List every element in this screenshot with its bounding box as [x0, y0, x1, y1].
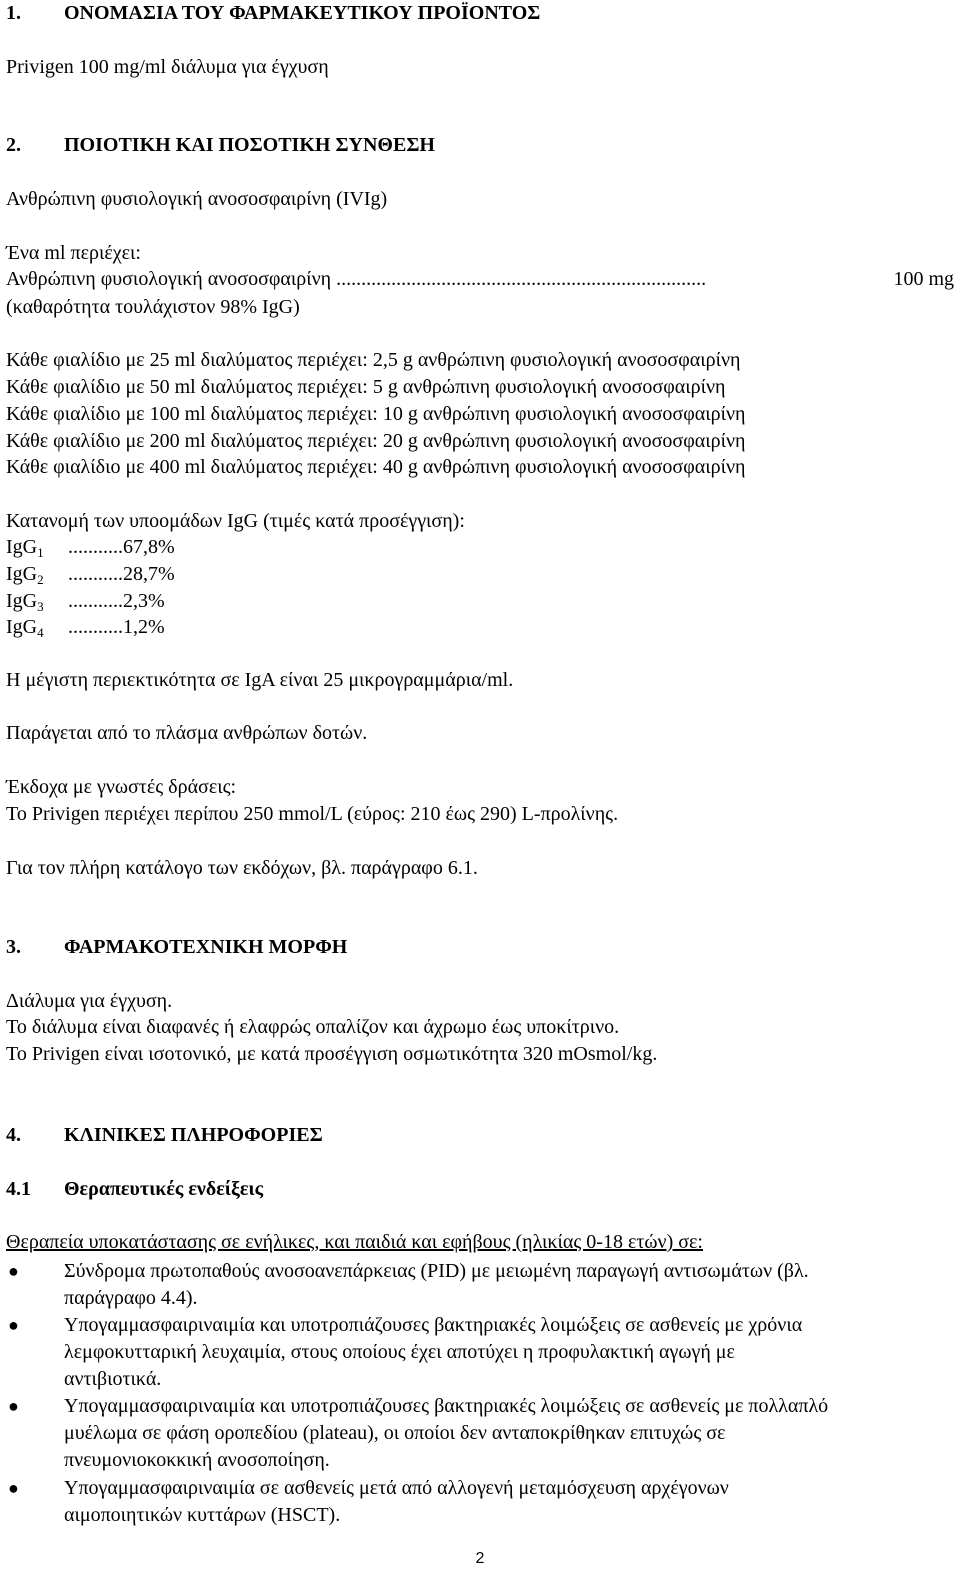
vial-line: Κάθε φιαλίδιο με 25 ml διαλύματος περιέχει: 2,5 g ανθρώπινη φυσιολογική ανοσοσφαιρίνη: [6, 349, 741, 371]
excipients-text: Το Privigen περιέχει περίπου 250 mmol/L (εύρος: 210 έως 290) L-προλίνης.: [6, 803, 619, 825]
subclass-row: [6, 614, 306, 642]
vial-line: Κάθε φιαλίδιο με 400 ml διαλύματος περιέχει: 40 g ανθρώπινη φυσιολογική ανοσοσφαιρίνη: [6, 456, 746, 478]
subclass-heading: Κατανομή των υποομάδων IgG (τιμές κατά προσέγγιση):: [6, 510, 465, 532]
subclass-name: IgG: [6, 563, 38, 585]
section-2-heading: [6, 132, 435, 158]
section-4-1-heading: [6, 1176, 263, 1202]
iga-content: Η μέγιστη περιεκτικότητα σε IgA είναι 25 μικρογραμμάρια/ml.: [6, 669, 514, 691]
subclass-index: 2: [37, 572, 44, 587]
subclass-row: [6, 561, 306, 589]
subclass-name: IgG: [6, 590, 38, 612]
section-3-number: 3.: [6, 936, 21, 958]
bullet-text: λεμφοκυτταρική λευχαιμία, στους οποίους έχει αποτύχει η προφυλακτική αγωγή με: [64, 1341, 735, 1363]
page-number: 2: [475, 1550, 485, 1567]
bullet-text: πνευμονιοκοκκική ανοσοποίηση.: [64, 1449, 330, 1471]
subclass-row: [6, 534, 306, 562]
bullet-icon: ●: [8, 1261, 19, 1281]
subclass-value: ...........2,3%: [68, 590, 165, 612]
section-3-title: ΦΑΡΜΑΚΟΤΕΧΝΙΚΗ ΜΟΡΦΗ: [64, 936, 348, 958]
section-2-title: ΠΟΙΟΤΙΚΗ ΚΑΙ ΠΟΣΟΤΙΚΗ ΣΥΝΘΕΣΗ: [64, 134, 435, 156]
section-4-1-title: Θεραπευτικές ενδείξεις: [64, 1178, 264, 1200]
subclass-index: 1: [37, 545, 44, 560]
section-1-title: ΟΝΟΜΑΣΙΑ ΤΟΥ ΦΑΡΜΑΚΕΥΤΙΚΟΥ ΠΡΟΪΟΝΤΟΣ: [64, 2, 541, 24]
bullet-text: Υπογαμμασφαιριναιμία και υποτροπιάζουσες βακτηριακές λοιμώξεις σε ασθενείς με χρόνια: [64, 1314, 803, 1336]
subclass-index: 3: [37, 599, 44, 614]
subclass-value: ...........1,2%: [68, 616, 165, 638]
bullet-icon: ●: [8, 1315, 19, 1335]
bullet-icon: ●: [8, 1478, 19, 1498]
therapy-heading: Θεραπεία υποκατάστασης σε ενήλικες, και παιδιά και εφήβους (ηλικίας 0-18 ετών) σε:: [6, 1231, 703, 1253]
purity-note: (καθαρότητα τουλάχιστον 98% IgG): [6, 296, 300, 318]
subclass-name: IgG: [6, 536, 38, 558]
subclass-value: ...........67,8%: [68, 536, 175, 558]
bullet-text: Σύνδρομα πρωτοπαθούς ανοσοανεπάρκειας (PID) με μειωμένη παραγωγή αντισωμάτων (βλ.: [64, 1260, 809, 1282]
subclass-name: IgG: [6, 616, 38, 638]
subclass-row: [6, 588, 306, 616]
vial-line: Κάθε φιαλίδιο με 100 ml διαλύματος περιέχει: 10 g ανθρώπινη φυσιολογική ανοσοσφαιρίνη: [6, 403, 746, 425]
section-4-title: ΚΛΙΝΙΚΕΣ ΠΛΗΡΟΦΟΡΙΕΣ: [64, 1124, 323, 1146]
subclass-value: ...........28,7%: [68, 563, 175, 585]
one-ml-contains: Ένα ml περιέχει:: [6, 242, 141, 264]
bullet-text: Υπογαμμασφαιριναιμία σε ασθενείς μετά από αλλογενή μεταμόσχευση αρχέγονων: [64, 1477, 729, 1499]
form-line: Διάλυμα για έγχυση.: [6, 990, 173, 1012]
bullet-icon: ●: [8, 1396, 19, 1416]
section-3-heading: [6, 934, 347, 960]
bullet-text: Υπογαμμασφαιριναιμία και υποτροπιάζουσες βακτηριακές λοιμώξεις σε ασθενείς με πολλαπλό: [64, 1395, 829, 1417]
form-line: Το διάλυμα είναι διαφανές ή ελαφρώς οπαλίζον και άχρωμο έως υποκίτρινο.: [6, 1016, 620, 1038]
subclass-index: 4: [37, 625, 44, 640]
section-4-number: 4.: [6, 1124, 21, 1146]
ingredient-amount: 100 mg: [893, 268, 954, 290]
section-1-number: 1.: [6, 2, 21, 24]
bullet-text: παράγραφο 4.4).: [64, 1287, 198, 1309]
form-line: Το Privigen είναι ισοτονικό, με κατά προσέγγιση οσμωτικότητα 320 mOsmol/kg.: [6, 1043, 658, 1065]
bullet-text: αιμοποιητικών κυττάρων (HSCT).: [64, 1504, 341, 1526]
bullet-text: αντιβιοτικά.: [64, 1368, 162, 1390]
full-list-reference: Για τον πλήρη κατάλογο των εκδόχων, βλ. παράγραφο 6.1.: [6, 857, 478, 879]
plasma-origin: Παράγεται από το πλάσμα ανθρώπων δοτών.: [6, 722, 368, 744]
section-4-heading: [6, 1122, 323, 1148]
ivig-line: Ανθρώπινη φυσιολογική ανοσοσφαιρίνη (IVIg): [6, 188, 388, 210]
ingredient-line: Ανθρώπινη φυσιολογική ανοσοσφαιρίνη ..........................................................................: [6, 268, 707, 290]
section-2-number: 2.: [6, 134, 21, 156]
section-1-heading: [6, 0, 540, 26]
section-4-1-number: 4.1: [6, 1178, 31, 1200]
bullet-text: μυέλωμα σε φάση οροπεδίου (plateau), οι οποίοι δεν ανταποκρίθηκαν επιτυχώς σε: [64, 1422, 726, 1444]
excipients-heading: Έκδοχα με γνωστές δράσεις:: [6, 776, 237, 798]
vial-line: Κάθε φιαλίδιο με 200 ml διαλύματος περιέχει: 20 g ανθρώπινη φυσιολογική ανοσοσφαιρίνη: [6, 430, 746, 452]
vial-line: Κάθε φιαλίδιο με 50 ml διαλύματος περιέχει: 5 g ανθρώπινη φυσιολογική ανοσοσφαιρίνη: [6, 376, 726, 398]
product-name: Privigen 100 mg/ml διάλυμα για έγχυση: [6, 56, 329, 78]
